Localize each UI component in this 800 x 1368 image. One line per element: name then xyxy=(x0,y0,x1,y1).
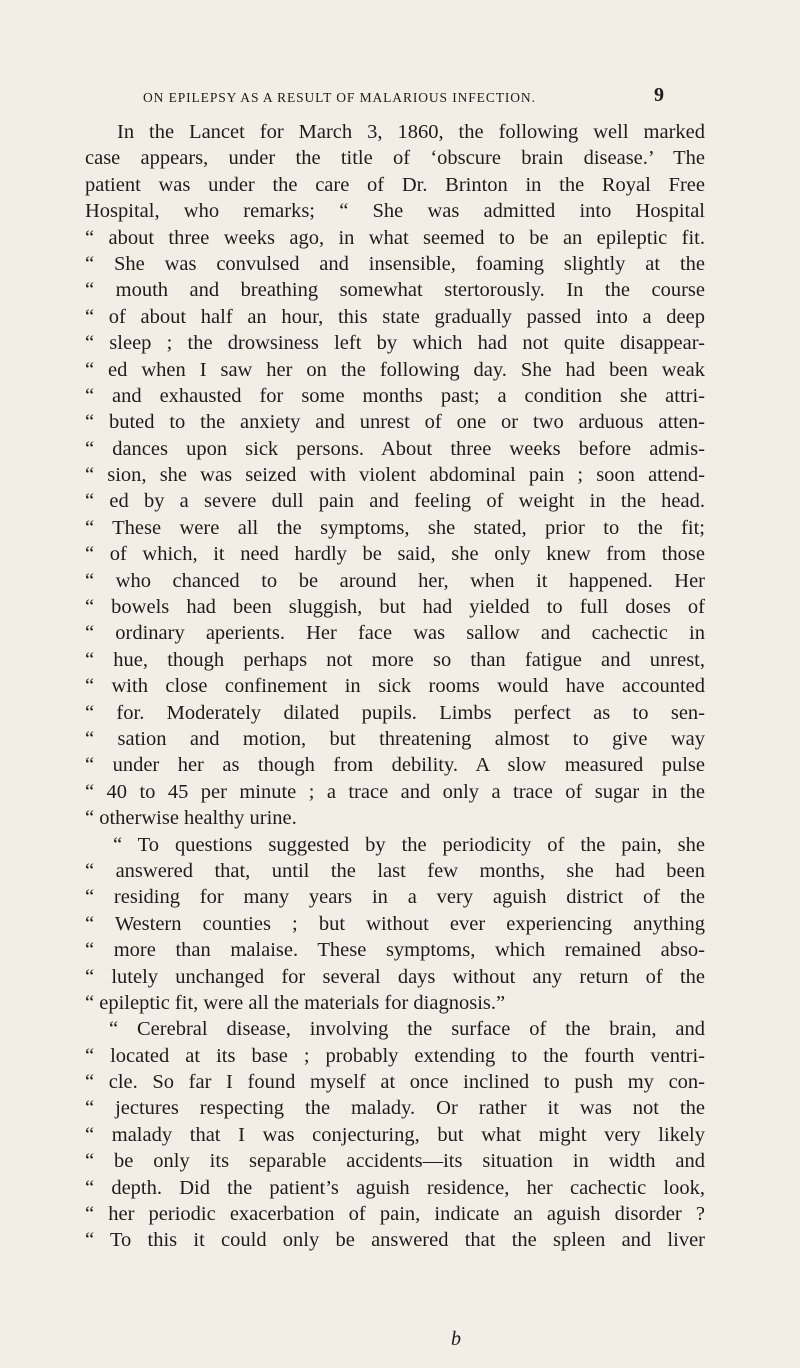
running-head: ON EPILEPSY AS A RESULT OF MALARIOUS INFECTION. xyxy=(143,90,536,105)
text-line: “ To questions suggested by the periodicity of the pain, she xyxy=(113,833,705,856)
text-line: “ of which, it need hardly be said, she only knew from those xyxy=(85,543,705,566)
text-line: “ cle. So far I found myself at once inclined to push my con- xyxy=(85,1071,705,1094)
text-line: “ 40 to 45 per minute ; a trace and only a trace of sugar in the xyxy=(85,780,705,803)
signature-mark: b xyxy=(451,1328,461,1350)
text-line: “ be only its separable accidents—its situation in width and xyxy=(85,1150,705,1173)
text-line: “ To this it could only be answered that the spleen and liver xyxy=(85,1229,705,1252)
text-line: “ These were all the symptoms, she stated, prior to the fit; xyxy=(85,516,705,539)
text-line: “ who chanced to be around her, when it happened. Her xyxy=(85,569,705,592)
text-line: “ and exhausted for some months past; a condition she attri- xyxy=(85,384,705,407)
text-line: “ sion, she was seized with violent abdominal pain ; soon attend- xyxy=(85,464,705,487)
text-line: “ sation and motion, but threatening almost to give way xyxy=(85,727,705,750)
text-line: “ ordinary aperients. Her face was sallow and cachectic in xyxy=(85,622,705,645)
text-line: “ ed by a severe dull pain and feeling of weight in the head. xyxy=(85,490,705,513)
text-line: “ with close confinement in sick rooms would have accounted xyxy=(85,675,705,698)
text-line: “ depth. Did the patient’s aguish residence, her cachectic look, xyxy=(85,1176,705,1199)
text-line: “ of about half an hour, this state gradually passed into a deep xyxy=(85,305,705,328)
text-line: Hospital, who remarks; “ She was admitted into Hospital xyxy=(85,200,705,223)
text-line: “ hue, though perhaps not more so than fatigue and unrest, xyxy=(85,648,705,671)
text-line: “ She was convulsed and insensible, foaming slightly at the xyxy=(85,252,705,275)
text-line: “ located at its base ; probably extending to the fourth ventri- xyxy=(85,1044,705,1067)
text-line: “ sleep ; the drowsiness left by which had not quite disappear- xyxy=(85,332,705,355)
text-line: “ for. Moderately dilated pupils. Limbs perfect as to sen- xyxy=(85,701,705,724)
text-line: “ about three weeks ago, in what seemed to be an epileptic fit. xyxy=(85,226,705,249)
text-line: case appears, under the title of ‘obscure brain disease.’ The xyxy=(85,147,705,170)
text-line: “ ed when I saw her on the following day. She had been weak xyxy=(85,358,705,381)
body-text xyxy=(85,119,705,1254)
text-line: “ Western counties ; but without ever experiencing anything xyxy=(85,912,705,935)
text-line: “ answered that, until the last few months, she had been xyxy=(85,859,705,882)
text-line: “ Cerebral disease, involving the surface of the brain, and xyxy=(109,1018,705,1041)
text-line: “ jectures respecting the malady. Or rather it was not the xyxy=(85,1097,705,1120)
text-line: “ under her as though from debility. A slow measured pulse xyxy=(85,754,705,777)
text-line: In the Lancet for March 3, 1860, the following well marked xyxy=(117,121,705,143)
text-line: “ dances upon sick persons. About three weeks before admis- xyxy=(85,437,705,460)
text-line: “ more than malaise. These symptoms, which remained abso- xyxy=(85,939,705,962)
text-line: “ mouth and breathing somewhat stertorously. In the course xyxy=(85,279,705,302)
page-number: 9 xyxy=(654,84,664,106)
text-line: “ malady that I was conjecturing, but what might very likely xyxy=(85,1123,705,1146)
text-line: “ bowels had been sluggish, but had yielded to full doses of xyxy=(85,596,705,619)
text-line: patient was under the care of Dr. Brinton in the Royal Free xyxy=(85,173,705,196)
text-line: “ residing for many years in a very aguish district of the xyxy=(85,886,705,909)
text-line: “ her periodic exacerbation of pain, indicate an aguish disorder ? xyxy=(85,1203,705,1226)
text-line: “ otherwise healthy urine. xyxy=(85,807,297,830)
text-line: “ epileptic fit, were all the materials for diagnosis.” xyxy=(85,991,506,1014)
text-line: “ buted to the anxiety and unrest of one or two arduous atten- xyxy=(85,411,705,434)
text-line: “ lutely unchanged for several days without any return of the xyxy=(85,965,705,988)
